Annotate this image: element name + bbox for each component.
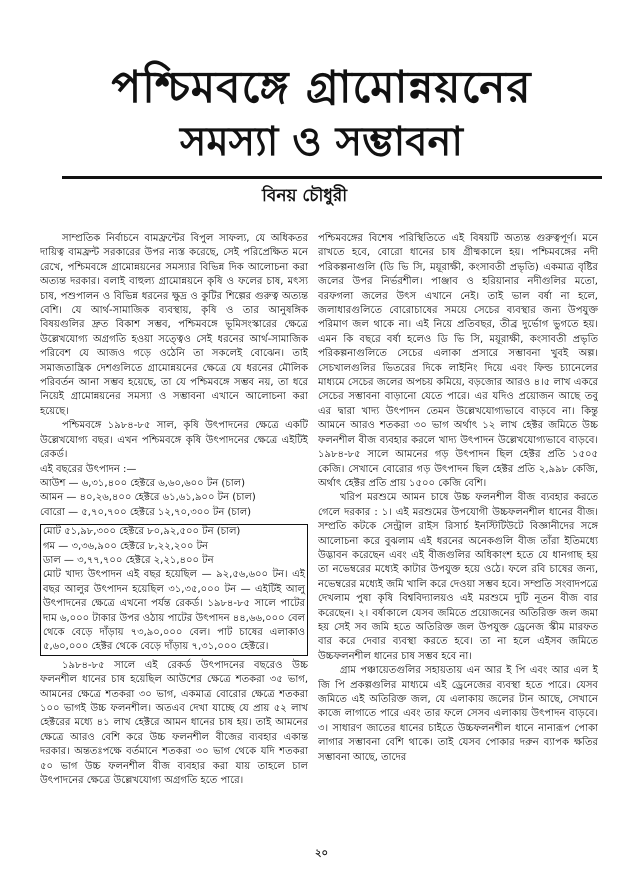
left-column	[40, 232, 308, 840]
box-stat-wheat: গম — ৩,৩৬,৯০০ হেক্টরে ৮,২২,২০০ টন	[43, 540, 208, 552]
title-line-1: পশ্চিমবঙ্গে গ্রামোন্নয়নের	[111, 62, 532, 113]
statistics-box	[40, 524, 308, 656]
left-paragraph-2: পশ্চিমবঙ্গে ১৯৮৪-৮৫ সাল, কৃষি উৎপাদনের ক্ষেত্রে একটি উল্লেখযোগ্য বছর। এখন পশ্চিমবঙ্গে কৃষি উৎপাদনের ক্ষেত্রে এইটিই রেকর্ড।	[40, 420, 308, 461]
production-row-aus: আউশ — ৬,৩১,৪০০ হেক্টরে ৬,৬০,৬০০ টন (চাল)	[40, 477, 245, 489]
box-stat-total: মোট ৫১,৯৮,৩০০ হেক্টরে ৮০,৯২,৫০০ টন (চাল)	[43, 526, 241, 538]
right-paragraph-3: গ্রাম পঞ্চায়েতগুলির সহায়তায় এন আর ই পি এবং আর এল ই জি পি প্রকল্পগুলির মাধ্যমে এই ড্রেনেজের ব্যবস্থা হতে পারে। যেসব জমিতে এই অতিরিক্ত জল, যে এলাকায় জলের টান আছে, সেখানে কাজে লাগাতে পারে এবং তার ফলে সেসব এলাকায় উৎপাদন বাড়বে। ৩। সাধারণ জাতের ধানের চাইতে উচ্চফলনশীল ধানে নানারূপ পোকা লাগার সম্ভাবনা বেশি থাকে। তাই যেসব পোকার দরুন ব্যাপক ক্ষতির সম্ভাবনা আছে, তাদের	[318, 665, 598, 763]
right-column	[318, 232, 598, 840]
page-number: ২০	[314, 848, 328, 859]
production-row-aman: আমন — ৪০,২৬,৪০০ হেক্টরে ৬১,৬১,৯০০ টন (চাল)	[40, 492, 256, 504]
production-heading: এই বছরের উৎপাদন :—	[40, 463, 137, 475]
right-paragraph-2: খরিপ মরশুমে আমন চাষে উচ্চ ফলনশীল বীজ ব্যবহার করতে গেলে দরকার : ১। এই মরশুমের উপযোগী উচ্চফলনশীল ধানের বীজ। সম্প্রতি কটকে সেন্ট্রাল রাইস রিসার্চ ইনস্টিটিউটে বিজ্ঞানীদের সঙ্গে আলোচনা করে বুঝলাম এই ধরনের অনেকগুলি বীজ তাঁরা ইতিমধ্যে উদ্ভাবন করেছেন এবং এই বীজগুলির অধিকাংশ হতে যে ধানগাছ হয় তা নভেম্বরের মধ্যেই কাটার উপযুক্ত হয়ে ওঠে। ফলে রবি চাষের জন্য, নভেম্বরের মধ্যেই জমি খালি করে দেওয়া সম্ভব হবে। সম্প্রতি সংবাদপত্রে দেখলাম পুষা কৃষি বিশ্ববিদ্যালয়ও এই মরশুমে দুটি নূতন বীজ বার করেছেন। ২। বর্ষাকালে যেসব জমিতে প্রয়োজনের অতিরিক্ত জল জমা হয় সেই সব জমি হতে অতিরিক্ত জল উপযুক্ত ড্রেনেজ স্কীম মারফত বার করে দেবার ব্যবস্থা করতে হবে। তা না হলে এইসব জমিতে উচ্চফলনশীল ধানের চাষ সম্ভব হবে না।	[318, 492, 598, 662]
left-paragraph-3: ১৯৮৪-৮৫ সালে এই রেকর্ড উৎপাদনের বছরেও উচ্চ ফলনশীল ধানের চাষ হয়েছিল আউশের ক্ষেত্রে শতকরা ৩৫ ভাগ, আমনের ক্ষেত্রে শতকরা ৩০ ভাগ, একমাত্র বোরোর ক্ষেত্রে শতকরা ১০০ ভাগই উচ্চ ফলনশীল। অতএব দেখা যাচ্ছে যে প্রায় ৫২ লাখ হেক্টরের মধ্যে ৪১ লাখ হেক্টরে আমন ধানের চাষ হয়। তাই আমনের ক্ষেত্রে আরও বেশি করে উচ্চ ফলনশীল বীজের ব্যবহার একান্ত দরকার। অন্ততঃপক্ষে বর্তমানে শতকরা ৩০ ভাগ থেকে যদি শতকরা ৫০ ভাগ উচ্চ ফলনশীল বীজ ব্যবহার করা যায় তাহলে চাল উৎপাদনের ক্ষেত্রে উল্লেখযোগ্য অগ্রগতি হতে পারে।	[40, 659, 308, 787]
title-line-2: সমস্যা ও সম্ভাবনা	[180, 119, 463, 165]
box-stat-pulses: ডাল — ৩,৭৭,৭০০ হেক্টরে ২,২১,৪০০ টন	[43, 554, 214, 566]
author-name: বিনয় চৌধুরী	[262, 186, 348, 206]
box-text: মোট খাদ্য উৎপাদন এই বছর হয়েছিল — ৯২,৫৬,৬০০ টন। এই বছর আলুর উৎপাদন হয়েছিল ৩১,৩৫,০০০ টন — এইটিই আলু উৎপাদনের ক্ষেত্রে এখনো পর্যন্ত রেকর্ড। ১৯৮৪-৮৫ সালে পাটের দাম ৬,০০০ টাকার উপর ওঠায় পাটের উৎপাদন ৪৪,৬৬,০০০ বেল থেকে বেড়ে দাঁড়ায় ৭৩,৯০,০০০ বেল। পাট চাষের এলাকাও ৫,৬০,০০০ হেক্টর থেকে বেড়ে দাঁড়ায় ৭,৩১,০০০ হেক্টরে।	[43, 569, 305, 653]
left-paragraph-1: সাম্প্রতিক নির্বাচনে বামফ্রন্টের বিপুল সাফল্য, যে অধিকতর দায়িত্ব বামফ্রন্ট সরকারের উপর ন্যস্ত করেছে, সেই পরিপ্রেক্ষিত মনে রেখে, পশ্চিমবঙ্গে গ্রামোন্নয়নের সমস্যার বিভিন্ন দিক আলোচনা করা অত্যন্ত দরকার। বলাই বাহুল্য গ্রামোন্নয়নে কৃষি ও ফলের চাষ, মৎস্য চাষ, পশুপালন ও বিভিন্ন ধরনের ক্ষুদ্র ও কুটির শিল্পের গুরুত্ব অত্যন্ত বেশি। যে আর্থ-সামাজিক ব্যবস্থায়, কৃষি ও তার আনুষঙ্গিক বিষয়গুলির দ্রুত বিকাশ সম্ভব, পশ্চিমবঙ্গে ভূমিসংস্কারের ক্ষেত্রে উল্লেখযোগ্য অগ্রগতি হওয়া সত্ত্বেও সেই ধরনের আর্থ-সামাজিক পরিবেশ যে আজও গড়ে ওঠেনি তা সকলেই বোঝেন। তাই সমাজতান্ত্রিক দেশগুলিতে গ্রামোন্নয়নের ক্ষেত্রে যে ধরনের মৌলিক পরিবর্তন আনা সম্ভব হয়েছে, তা যে পশ্চিমবঙ্গে সম্ভব নয়, তা ধরে নিয়েই গ্রামোন্নয়নের সমস্যা ও সম্ভাবনা এখানে আলোচনা করা হয়েছে।	[40, 233, 308, 417]
production-row-boro: বোরো — ৫,৭০,৭০০ হেক্টরে ১২,৭০,৩০০ টন (চাল)	[40, 506, 252, 518]
right-paragraph-1: পশ্চিমবঙ্গের বিশেষ পরিস্থিতিতে এই বিষয়টি অত্যন্ত গুরুত্বপূর্ণ। মনে রাখতে হবে, বোরো ধানের চাষ গ্রীষ্মকালে হয়। পশ্চিমবঙ্গের নদী পরিকল্পনাগুলি (ডি ভি সি, ময়ূরাক্ষী, কংসাবতী প্রভৃতি) একমাত্র বৃষ্টির জলের উপর নির্ভরশীল। পাঞ্জাব ও হরিয়ানার নদীগুলির মতো, বরফগলা জলের উৎস এখানে নেই। তাই ভাল বর্ষা না হলে, জলাধারগুলিতে বোরোচাষের সময়ে সেচের ব্যবস্থার জন্য উপযুক্ত পরিমাণ জল থাকে না। এই নিয়ে প্রতিবছর, তীব্র দুর্ভোগ ভুগতে হয়। এমন কি বছরে বর্ষা হলেও ডি ভি সি, ময়ূরাক্ষী, কংসাবতী প্রভৃতি পরিকল্পনাগুলিতে সেচের এলাকা প্রসারে সম্ভাবনা খুবই অল্প। সেচখালগুলির ভিতরের দিকে লাইনিং দিয়ে এবং ফিল্ড চ্যানেলের মাধ্যমে সেচের জলের অপচয় কমিয়ে, বড়জোর আরও ৪।৫ লাখ একরে সেচের সম্ভাবনা বাড়ানো যেতে পারে। এর যদিও প্রয়োজন আছে তবু এর দ্বারা খাদ্য উৎপাদন তেমন উল্লেখযোগ্যভাবে বাড়বে না। কিন্তু আমনে আরও শতকরা ৩০ ভাগ অর্থাৎ ১২ লাখ হেক্টর জমিতে উচ্চ ফলনশীল বীজ ব্যবহার করলে খাদ্য উৎপাদন উল্লেখযোগ্যভাবে বাড়বে। ১৯৮৪-৮৫ সালে আমনের গড় উৎপাদন ছিল হেক্টর প্রতি ১৫০৫ কেজি। সেখানে বোরোর গড় উৎপাদন ছিল হেক্টর প্রতি ২,৯৯৮ কেজি, অর্থাৎ হেক্টর প্রতি প্রায় ১৫০০ কেজি বেশি।	[318, 233, 598, 489]
title-rule	[62, 176, 602, 179]
